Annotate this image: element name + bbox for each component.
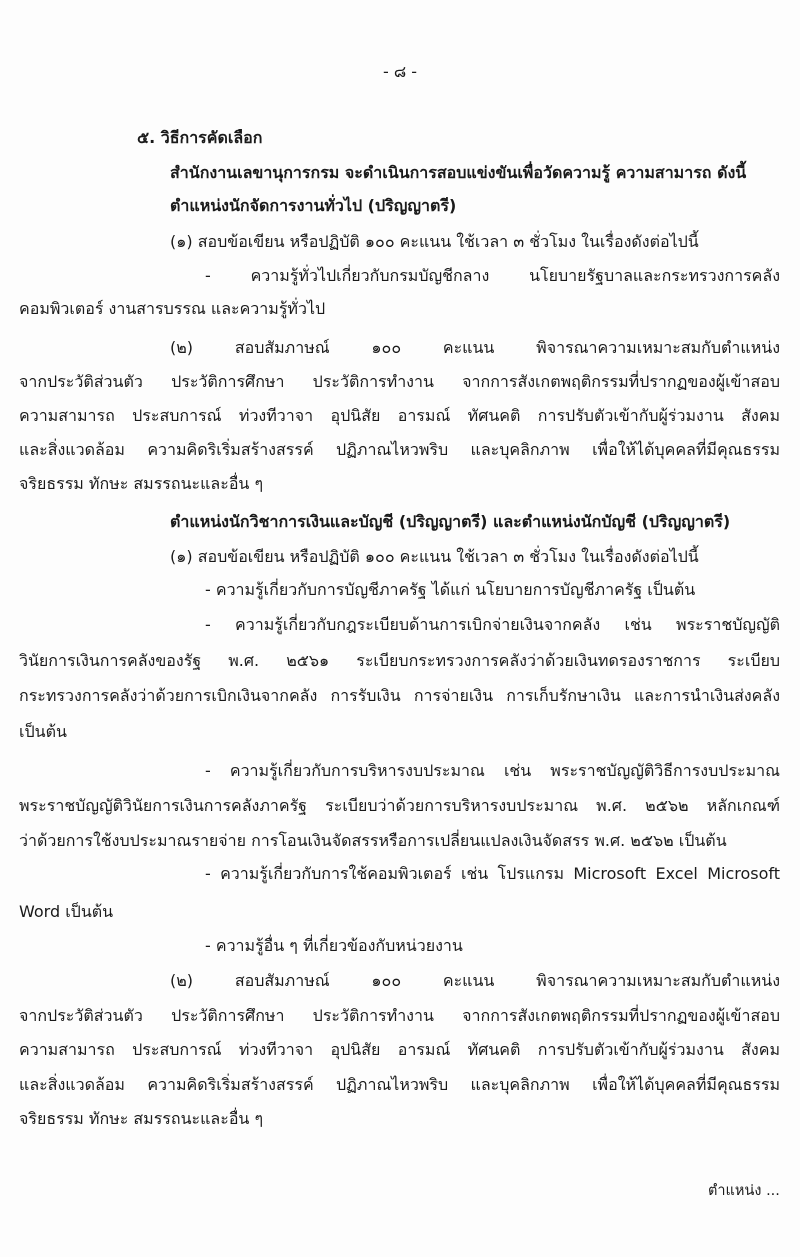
- position2-interview-line3: ความสามารถ ประสบการณ์ ท่วงทีวาจา อุปนิสัย อารมณ์ ทัศนคติ การปรับตัวเข้ากับผู้ร่วมงาน สังคม: [19, 1040, 780, 1059]
- position2-topic5: - ความรู้อื่น ๆ ที่เกี่ยวข้องกับหน่วยงาน: [205, 936, 463, 955]
- position2-topic4-line2: Word เป็นต้น: [19, 902, 114, 921]
- continuation-note: ตำแหน่ง ...: [708, 1183, 780, 1199]
- position2-topic2-line2: วินัยการเงินการคลังของรัฐ พ.ศ. ๒๕๖๑ ระเบียบกระทรวงการคลังว่าด้วยเงินทดรองราชการ ระเบียบ: [19, 651, 780, 670]
- position2-topic2-line4: เป็นต้น: [19, 722, 67, 741]
- position1-topic1-line1: - ความรู้ทั่วไปเกี่ยวกับกรมบัญชีกลาง นโยบายรัฐบาลและกระทรวงการคลัง: [205, 266, 780, 285]
- position1-topic1-line2: คอมพิวเตอร์ งานสารบรรณ และความรู้ทั่วไป: [19, 299, 326, 318]
- position2-written-exam: (๑) สอบข้อเขียน หรือปฏิบัติ ๑๐๐ คะแนน ใช้เวลา ๓ ชั่วโมง ในเรื่องดังต่อไปนี้: [170, 547, 699, 566]
- position1-interview-line3: ความสามารถ ประสบการณ์ ท่วงทีวาจา อุปนิสัย อารมณ์ ทัศนคติ การปรับตัวเข้ากับผู้ร่วมงาน สังคม: [19, 406, 780, 425]
- position1-interview-line5: จริยธรรม ทักษะ สมรรถนะและอื่น ๆ: [19, 474, 264, 493]
- section-heading: ๕. วิธีการคัดเลือก: [137, 128, 263, 147]
- position2-interview-line4: และสิ่งแวดล้อม ความคิดริเริ่มสร้างสรรค์ ปฏิภาณไหวพริบ และบุคลิกภาพ เพื่อให้ได้บุคคลที่มีคุณธรรม: [19, 1075, 780, 1094]
- position2-title: ตำแหน่งนักวิชาการเงินและบัญชี (ปริญญาตรี) และตำแหน่งนักบัญชี (ปริญญาตรี): [170, 512, 731, 531]
- position1-interview-line4: และสิ่งแวดล้อม ความคิดริเริ่มสร้างสรรค์ ปฏิภาณไหวพริบ และบุคลิกภาพ เพื่อให้ได้บุคคลที่มีคุณธรรม: [19, 440, 780, 459]
- position1-interview-line2: จากประวัติส่วนตัว ประวัติการศึกษา ประวัติการทำงาน จากการสังเกตพฤติกรรมที่ปรากฏของผู้เข้าสอบ: [19, 372, 780, 391]
- position2-topic2-line3: กระทรวงการคลังว่าด้วยการเบิกเงินจากคลัง การรับเงิน การจ่ายเงิน การเก็บรักษาเงิน และการนำเงินส่งคลัง: [19, 686, 780, 705]
- page-number: - ๘ -: [382, 62, 418, 81]
- position2-topic3-line3: ว่าด้วยการใช้งบประมาณรายจ่าย การโอนเงินจัดสรรหรือการเปลี่ยนแปลงเงินจัดสรร พ.ศ. ๒๕๖๒ เป็นต้น: [19, 831, 727, 850]
- position2-topic1: - ความรู้เกี่ยวกับการบัญชีภาครัฐ ได้แก่ นโยบายการบัญชีภาครัฐ เป็นต้น: [205, 580, 696, 599]
- position2-topic3-line2: พระราชบัญญัติวินัยการเงินการคลังภาครัฐ ระเบียบว่าด้วยการบริหารงบประมาณ พ.ศ. ๒๕๖๒ หลักเกณฑ์: [19, 796, 780, 815]
- position2-interview-line5: จริยธรรม ทักษะ สมรรถนะและอื่น ๆ: [19, 1109, 264, 1128]
- position2-interview-line1: (๒) สอบสัมภาษณ์ ๑๐๐ คะแนน พิจารณาความเหมาะสมกับตำแหน่ง: [170, 971, 780, 990]
- position2-topic4-line1: - ความรู้เกี่ยวกับการใช้คอมพิวเตอร์ เช่น โปรแกรม Microsoft Excel Microsoft: [205, 864, 780, 883]
- position1-title: ตำแหน่งนักจัดการงานทั่วไป (ปริญญาตรี): [170, 196, 457, 215]
- position2-interview-line2: จากประวัติส่วนตัว ประวัติการศึกษา ประวัติการทำงาน จากการสังเกตพฤติกรรมที่ปรากฏของผู้เข้าสอบ: [19, 1006, 780, 1025]
- position1-written-exam: (๑) สอบข้อเขียน หรือปฏิบัติ ๑๐๐ คะแนน ใช้เวลา ๓ ชั่วโมง ในเรื่องดังต่อไปนี้: [170, 232, 699, 251]
- position2-topic3-line1: - ความรู้เกี่ยวกับการบริหารงบประมาณ เช่น พระราชบัญญัติวิธีการงบประมาณ: [205, 761, 780, 780]
- section-intro: สำนักงานเลขานุการกรม จะดำเนินการสอบแข่งขันเพื่อวัดความรู้ ความสามารถ ดังนี้: [170, 163, 747, 182]
- position2-topic2-line1: - ความรู้เกี่ยวกับกฎระเบียบด้านการเบิกจ่ายเงินจากคลัง เช่น พระราชบัญญัติ: [205, 615, 780, 634]
- position1-interview-line1: (๒) สอบสัมภาษณ์ ๑๐๐ คะแนน พิจารณาความเหมาะสมกับตำแหน่ง: [170, 338, 780, 357]
